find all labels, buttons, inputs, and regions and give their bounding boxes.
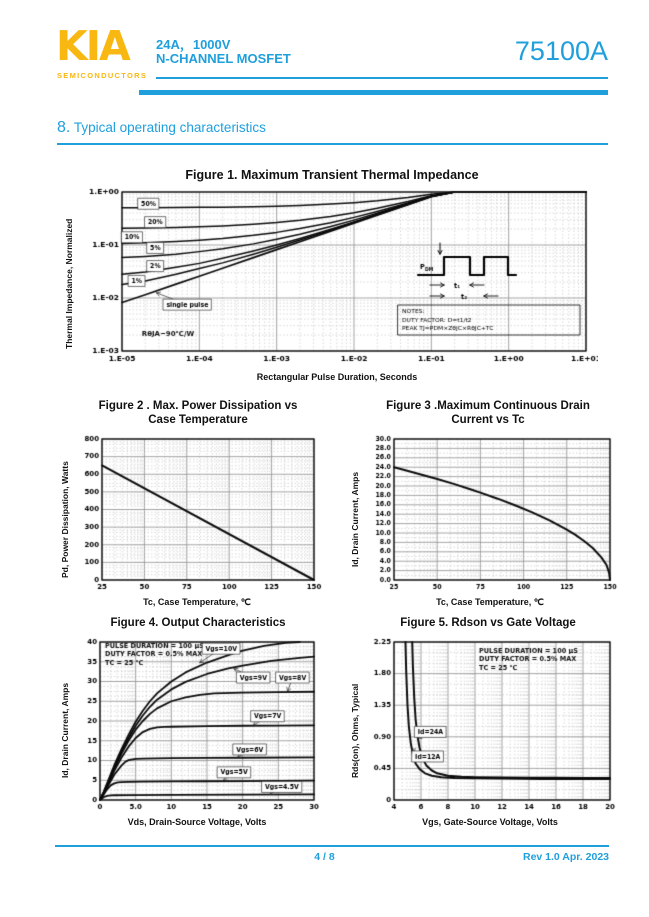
page-number: 4 / 8 — [314, 851, 335, 863]
header-rule-thick — [139, 90, 608, 95]
section-number: 8. — [57, 119, 71, 136]
figure-3-title: Figure 3 .Maximum Continuous Drain Current vs Tc — [386, 400, 590, 426]
figure-3-x-axis-label: Tc, Case Temperature, ℃ — [436, 596, 544, 607]
kia-logo: KIA — [56, 22, 129, 70]
figure-5 — [348, 617, 628, 827]
figure-3-y-axis-label: Id, Drain Current, Amps — [350, 471, 360, 567]
part-number: 75100A — [514, 36, 608, 66]
revision-label: Rev 1.0 Apr. 2023 — [523, 851, 609, 863]
figure-1 — [62, 168, 602, 382]
figure-2-y-axis-label: Pd, Power Dissipation, Watts — [60, 460, 70, 578]
figure-1-title: Figure 1. Maximum Transient Thermal Impedance — [185, 168, 479, 182]
section-text: Typical operating characteristics — [70, 120, 266, 135]
footer-rule — [55, 845, 609, 847]
figure-4-title: Figure 4. Output Characteristics — [110, 617, 286, 629]
product-rating: 24A，1000V — [156, 37, 231, 52]
figure-2-x-axis-label: Tc, Case Temperature, ℃ — [143, 596, 251, 607]
figure-3-chart-canvas — [362, 431, 618, 596]
section-title — [57, 119, 608, 145]
figure-5-x-axis-label: Vgs, Gate-Source Voltage, Volts — [422, 816, 558, 827]
logo-subtext: SEMICONDUCTORS — [57, 71, 148, 80]
figure-2-title: Figure 2 . Max. Power Dissipation vs Case Temperature — [98, 400, 298, 426]
product-type: N-CHANNEL MOSFET — [156, 51, 291, 66]
figure-3 — [348, 400, 628, 608]
figure-2-chart-canvas — [72, 431, 322, 596]
figure-4 — [58, 617, 338, 827]
figure-4-chart-canvas — [72, 634, 322, 816]
figure-1-chart-canvas — [76, 186, 598, 371]
figure-5-title: Figure 5. Rdson vs Gate Voltage — [400, 617, 576, 629]
figure-1-x-axis-label: Rectangular Pulse Duration, Seconds — [256, 372, 418, 382]
figure-5-y-axis-label: Rds(on), Ohms, Typical — [350, 683, 360, 778]
header-rule-thin — [156, 77, 608, 79]
figure-1-y-axis-label: Thermal Impedance, Normalized — [64, 218, 74, 350]
figure-2 — [58, 400, 338, 608]
figure-4-y-axis-label: Id, Drain Current, Amps — [60, 682, 70, 778]
figure-4-x-axis-label: Vds, Drain-Source Voltage, Volts — [127, 816, 267, 827]
figure-5-chart-canvas — [362, 634, 618, 816]
